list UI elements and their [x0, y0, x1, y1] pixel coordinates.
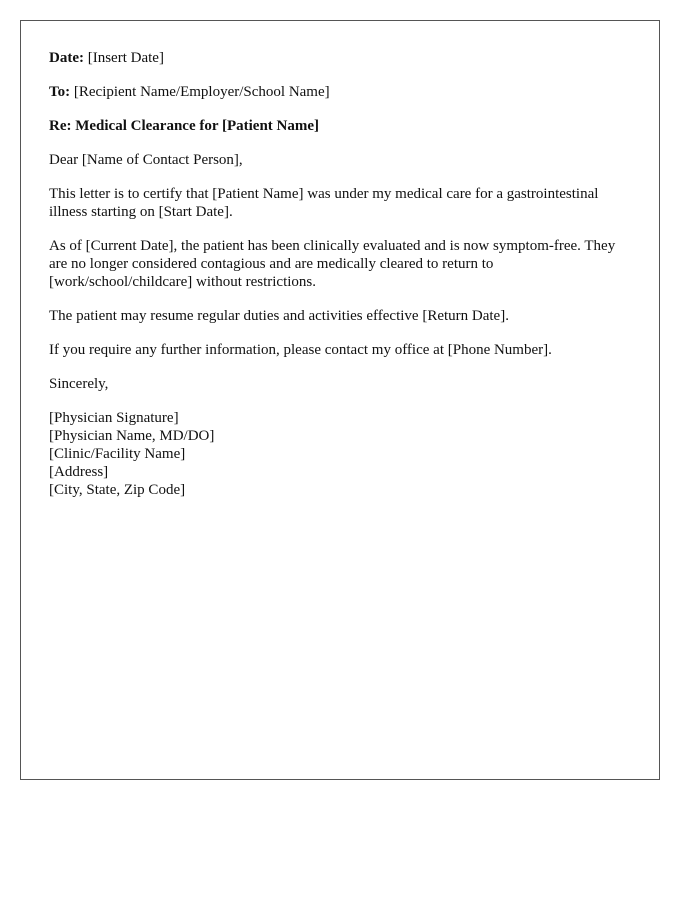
signature-block — [49, 409, 634, 499]
paragraph-contact: If you require any further information, please contact my office at [Phone Number]. — [49, 342, 552, 358]
subject-line: Re: Medical Clearance for [Patient Name] — [49, 118, 320, 134]
date-label: Date: — [49, 50, 84, 66]
signature-line: [Physician Signature] — [49, 410, 179, 426]
letter-page — [20, 20, 660, 780]
date-line — [49, 49, 634, 67]
to-line — [49, 83, 634, 101]
physician-name: [Physician Name, MD/DO] — [49, 428, 215, 444]
paragraph-certification: This letter is to certify that [Patient Name] was under my medical care for a gastrointestinal illness starting on [Start Date]. — [49, 186, 599, 220]
letter-body — [49, 49, 634, 499]
closing: Sincerely, — [49, 376, 109, 392]
clinic-name: [Clinic/Facility Name] — [49, 446, 186, 462]
city-state-zip: [City, State, Zip Code] — [49, 482, 186, 498]
to-label: To: — [49, 84, 71, 100]
date-value: [Insert Date] — [87, 50, 164, 66]
paragraph-clearance: As of [Current Date], the patient has been clinically evaluated and is now symptom-free. They are no longer considered contagious and are medically cleared to return to [work/school/childcare] without restrictions. — [49, 238, 616, 290]
salutation: Dear [Name of Contact Person], — [49, 152, 243, 168]
to-value: [Recipient Name/Employer/School Name] — [73, 84, 330, 100]
address-line: [Address] — [49, 464, 109, 480]
paragraph-resume-duties: The patient may resume regular duties and activities effective [Return Date]. — [49, 308, 509, 324]
